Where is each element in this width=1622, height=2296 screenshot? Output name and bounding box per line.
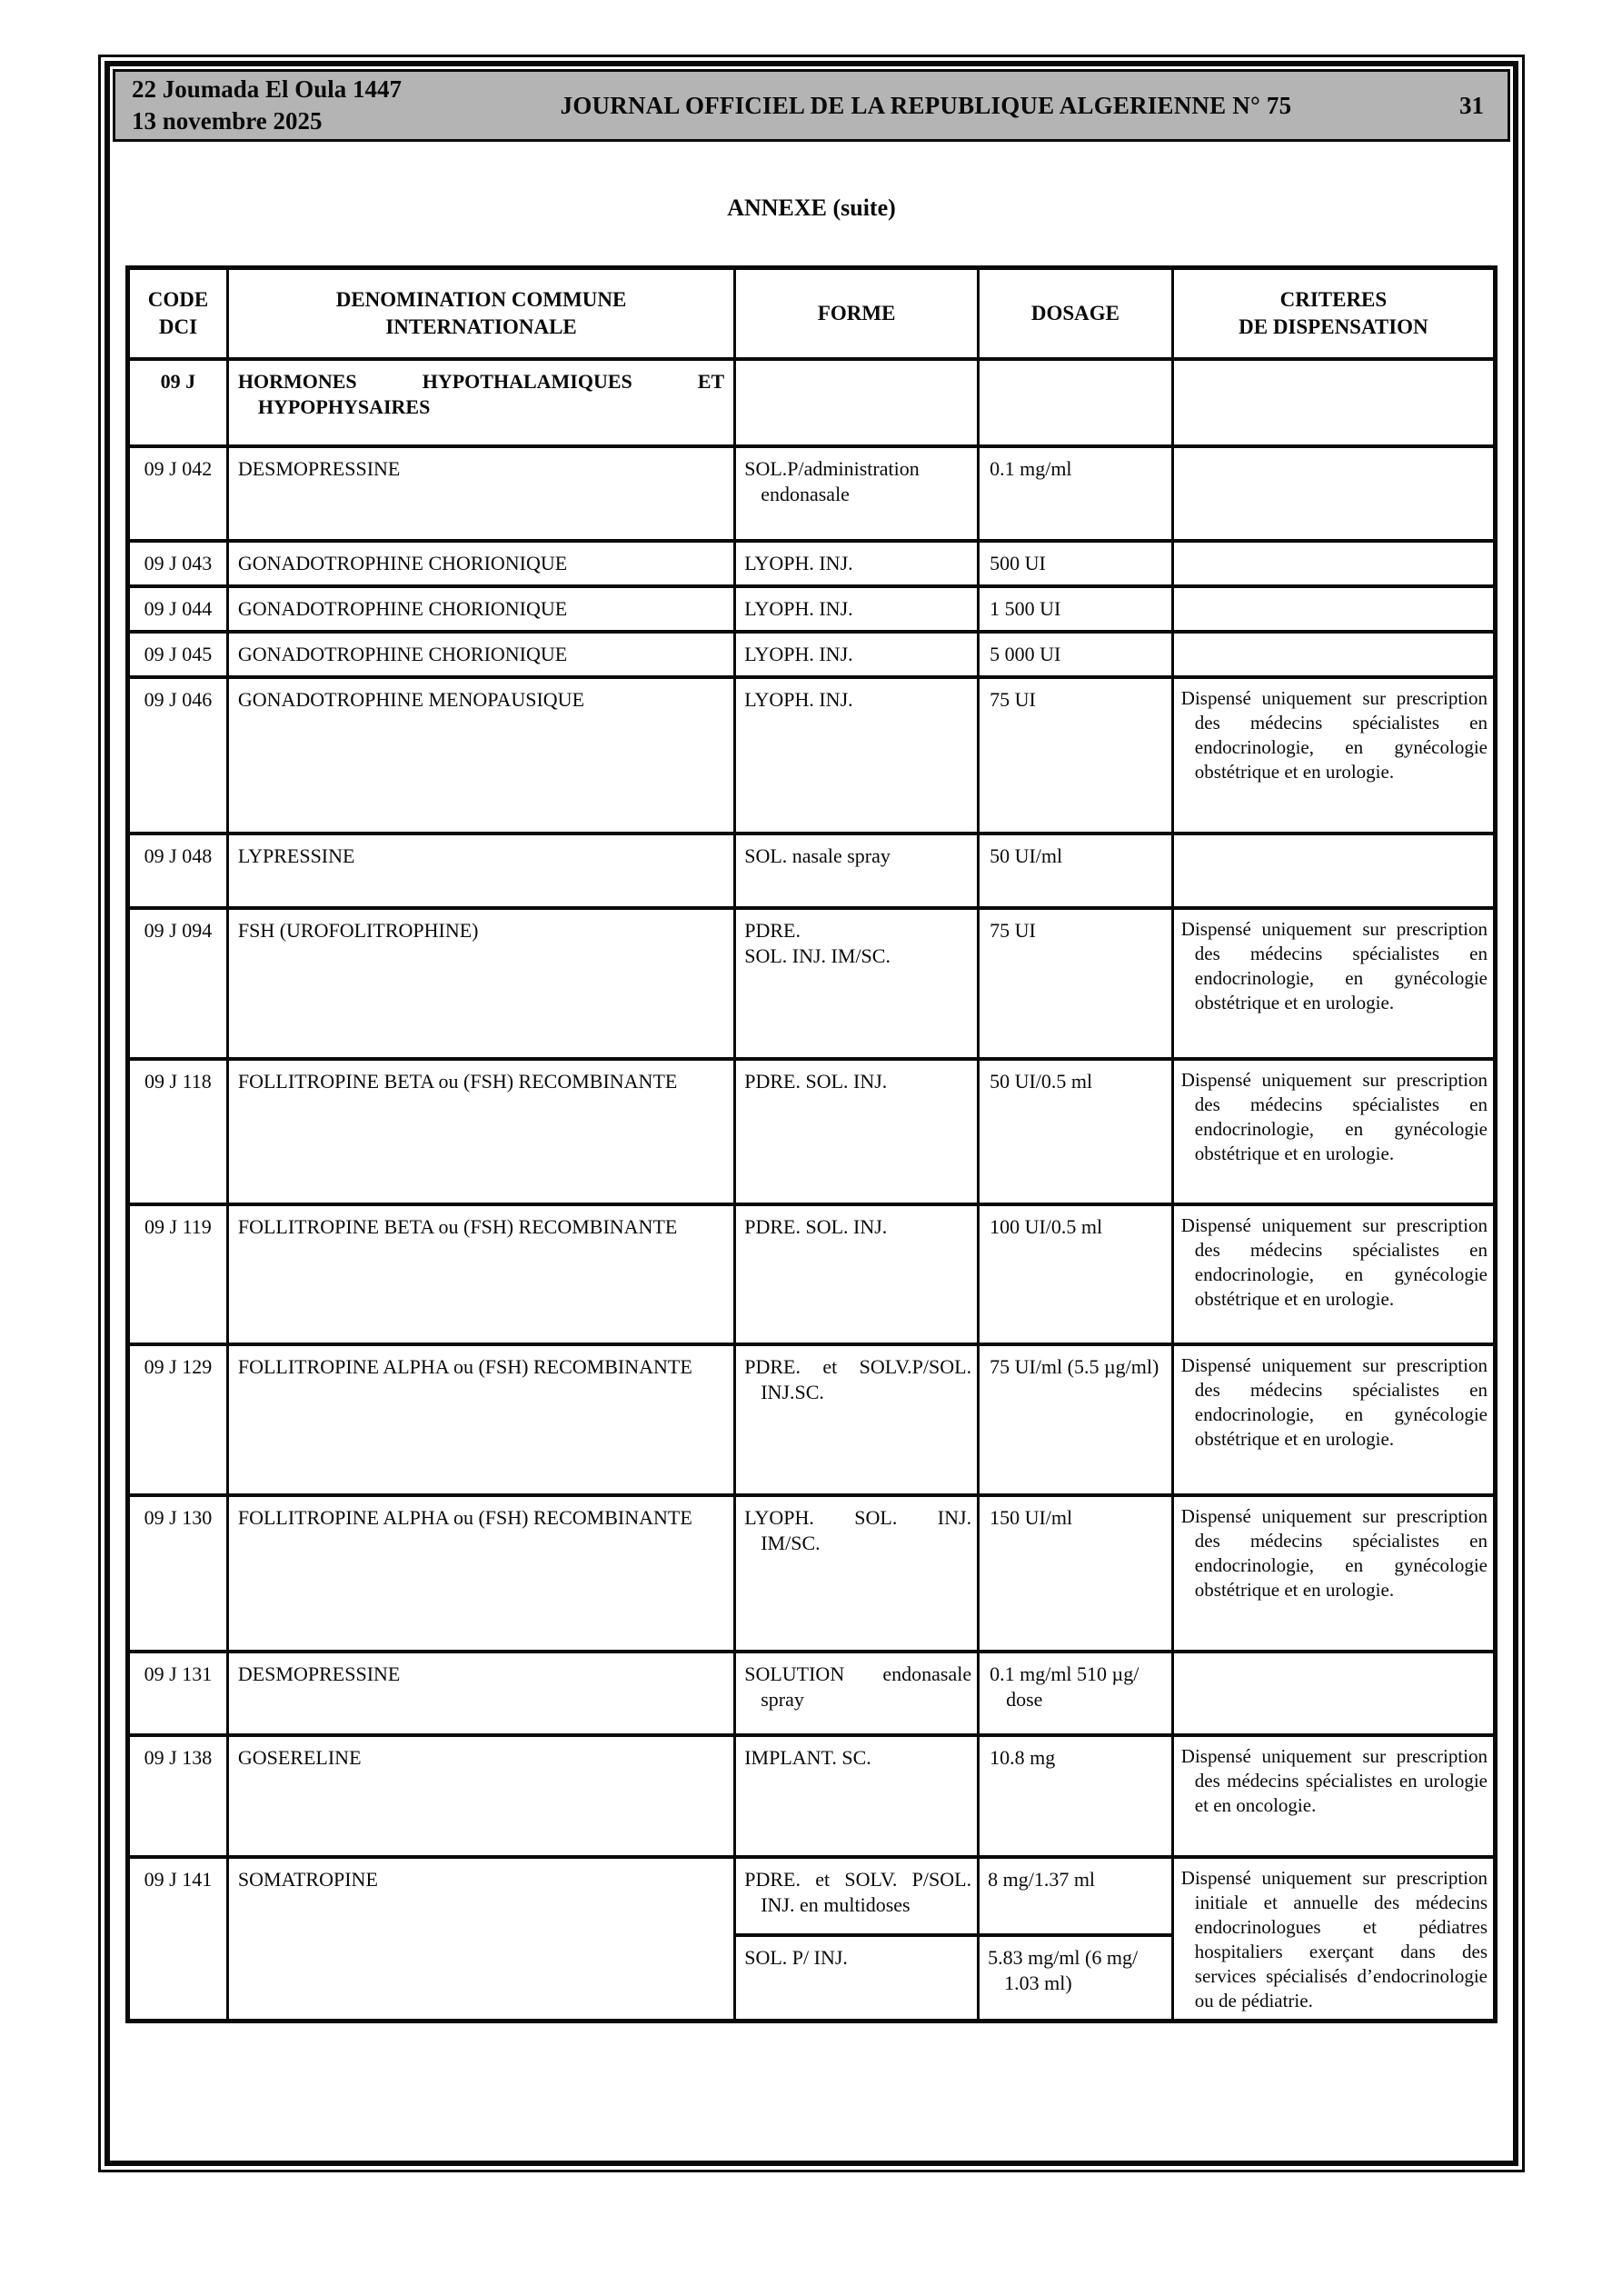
row-code: 09 J 129: [128, 1344, 228, 1495]
row-dci: [227, 677, 734, 834]
cell-line: 8 mg/1.37 ml: [988, 1867, 1096, 1891]
table-row: [128, 834, 1496, 908]
row-dci: [227, 908, 734, 1059]
col-header-dosage: [979, 268, 1173, 359]
table-row: [128, 541, 1496, 586]
cell-line: PDRE. SOL. INJ.: [744, 1214, 888, 1238]
page-frame: [98, 55, 1525, 2172]
row-code: 09 J 118: [128, 1059, 228, 1204]
col-header-forme: [735, 268, 979, 359]
forme-sub-cell: [736, 1937, 977, 1971]
table-row: [128, 1735, 1496, 1857]
row-criteres: [1172, 908, 1495, 1059]
col-header-line: DE DISPENSATION: [1239, 314, 1428, 338]
row-dci-text: GONADOTROPHINE CHORIONIQUE: [237, 596, 568, 620]
cell-line: SOL. INJ. IM/SC.: [744, 943, 891, 967]
cell-line: PDRE. et SOLV.P/SOL.: [744, 1354, 972, 1378]
cell-line: 5.83 mg/ml (6 mg/: [988, 1945, 1139, 1969]
cell-line: INJ. en multidoses: [761, 1892, 911, 1916]
row-forme: [735, 834, 979, 908]
col-header-denomination: [227, 268, 734, 359]
col-header-line: CODE: [147, 287, 209, 311]
col-header-code-dci: [128, 268, 228, 359]
col-header-line: FORME: [817, 301, 896, 324]
row-forme: [735, 586, 979, 632]
row-code: 09 J 046: [128, 677, 228, 834]
cell-line: IM/SC.: [761, 1531, 821, 1554]
row-code: 09 J 141: [128, 1857, 228, 2021]
table-row: [128, 1344, 1496, 1495]
cell-line: 500 UI: [990, 551, 1046, 574]
cell-line: 150 UI/ml: [990, 1505, 1073, 1529]
row-criteres: [1172, 359, 1495, 446]
row-code: 09 J 130: [128, 1495, 228, 1652]
row-forme: [735, 1059, 979, 1204]
row-dci-text: FSH (UROFOLITROPHINE): [237, 918, 479, 942]
row-dci-text: FOLLITROPINE ALPHA ou (FSH) RECOMBINANTE: [237, 1505, 692, 1529]
row-dosage: [979, 677, 1173, 834]
dosage-sub-cell: [980, 1859, 1171, 1937]
cell-line: SOL. P/ INJ.: [744, 1945, 848, 1969]
row-code: 09 J 044: [128, 586, 228, 632]
row-forme: [735, 677, 979, 834]
table-row: [128, 1204, 1496, 1344]
row-dosage: [979, 359, 1173, 446]
cell-line: 5 000 UI: [990, 642, 1061, 665]
row-dosage: [979, 908, 1173, 1059]
criteres-text: Dispensé uniquement sur prescription des médecins spécialistes en endocrinologie, en gynécologie obstétrique et en urologie.: [1180, 1504, 1488, 1601]
table-row: [128, 632, 1496, 677]
annexe-table-head: [128, 268, 1496, 359]
row-dci: [227, 1652, 734, 1735]
table-row: [128, 1652, 1496, 1735]
page-frame-inner: [104, 61, 1518, 2166]
cell-line: SOL. nasale spray: [744, 844, 891, 867]
annexe-table-body: [128, 359, 1496, 2021]
criteres-text: Dispensé uniquement sur prescription des médecins spécialistes en endocrinologie, en gynécologie obstétrique et en urologie.: [1180, 1068, 1488, 1164]
row-forme: [735, 1735, 979, 1857]
row-criteres: [1172, 1344, 1495, 1495]
row-dci: [227, 834, 734, 908]
row-criteres: [1172, 1059, 1495, 1204]
page-number: 31: [1459, 91, 1484, 119]
cell-line: SOLUTION endonasale: [744, 1662, 972, 1685]
cell-line: dose: [1006, 1687, 1043, 1711]
criteres-text: Dispensé uniquement sur prescription des médecins spécialistes en endocrinologie, en gynécologie obstétrique et en urologie.: [1180, 1353, 1488, 1450]
row-dosage: [979, 541, 1173, 586]
col-header-line: DOSAGE: [1030, 301, 1120, 324]
masthead-band: [113, 69, 1510, 142]
row-forme: [735, 541, 979, 586]
row-forme: [735, 1204, 979, 1344]
cell-line: LYOPH. INJ.: [744, 642, 853, 665]
row-dci: [227, 1204, 734, 1344]
row-criteres: [1172, 541, 1495, 586]
row-dci-text: LYPRESSINE: [237, 844, 355, 867]
row-dci: [227, 1059, 734, 1204]
col-header-line: DENOMINATION COMMUNE: [335, 287, 627, 311]
row-criteres: [1172, 1495, 1495, 1652]
row-dosage: [979, 1495, 1173, 1652]
criteres-text: Dispensé uniquement sur prescription initiale et annuelle des médecins endocrinologues et pédiatres hospitaliers exerçant dans des services spécialisés d’endocrinologie ou de pédiatrie.: [1180, 1866, 1488, 2011]
cell-line: LYOPH. INJ.: [744, 596, 853, 620]
cell-line: LYOPH. INJ.: [744, 687, 853, 711]
row-code: 09 J 045: [128, 632, 228, 677]
cell-line: 1 500 UI: [990, 596, 1061, 620]
row-criteres: [1172, 834, 1495, 908]
row-code: 09 J 119: [128, 1204, 228, 1344]
col-header-line: DCI: [158, 314, 198, 338]
annexe-table: [125, 265, 1498, 2023]
row-criteres: [1172, 586, 1495, 632]
cell-line: 75 UI: [990, 918, 1036, 942]
row-dosage: [979, 1344, 1173, 1495]
row-dosage: [979, 1857, 1173, 2021]
row-criteres: [1172, 1857, 1495, 2021]
cell-line: 1.03 ml): [1004, 1971, 1072, 1994]
cell-line: PDRE.: [744, 918, 801, 942]
cell-line: 75 UI: [990, 687, 1036, 711]
cell-line: endonasale: [761, 482, 850, 505]
col-header-criteres: [1172, 268, 1495, 359]
row-dci-text: GONADOTROPHINE CHORIONIQUE: [237, 642, 568, 665]
row-dci-text: GOSERELINE: [237, 1745, 362, 1769]
journal-title: JOURNAL OFFICIEL DE LA REPUBLIQUE ALGERIENNE N° 75: [560, 91, 1292, 119]
table-row: [128, 359, 1496, 446]
row-dci-text: FOLLITROPINE BETA ou (FSH) RECOMBINANTE: [237, 1069, 678, 1093]
criteres-text: Dispensé uniquement sur prescription des médecins spécialistes en endocrinologie, en gynécologie obstétrique et en urologie.: [1180, 686, 1488, 783]
dosage-sub-cell: [980, 1937, 1171, 1996]
cell-line: 75 UI/ml (5.5 µg/ml): [990, 1354, 1159, 1378]
row-dosage: [979, 1059, 1173, 1204]
row-dci: [227, 541, 734, 586]
cell-line: 50 UI/0.5 ml: [990, 1069, 1093, 1093]
table-row: [128, 446, 1496, 541]
row-forme: [735, 1495, 979, 1652]
row-dci: [227, 1735, 734, 1857]
col-header-line: INTERNATIONALE: [385, 314, 577, 338]
criteres-text: Dispensé uniquement sur prescription des médecins spécialistes en endocrinologie, en gynécologie obstétrique et en urologie.: [1180, 1213, 1488, 1310]
row-dci: [227, 1495, 734, 1652]
cell-line: 50 UI/ml: [990, 844, 1063, 867]
row-forme: [735, 359, 979, 446]
cell-line: 0.1 mg/ml: [990, 456, 1072, 480]
row-dosage: [979, 632, 1173, 677]
row-dci: [227, 632, 734, 677]
table-row: [128, 677, 1496, 834]
cell-line: SOL.P/administration: [744, 456, 920, 480]
row-code: 09 J 131: [128, 1652, 228, 1735]
row-code: 09 J: [128, 359, 228, 446]
cell-line: 100 UI/0.5 ml: [990, 1214, 1103, 1238]
cell-line: LYOPH. INJ.: [744, 551, 853, 574]
header-row: [128, 268, 1496, 359]
row-criteres: [1172, 1204, 1495, 1344]
row-dosage: [979, 1735, 1173, 1857]
row-dci-text: GONADOTROPHINE MENOPAUSIQUE: [237, 687, 585, 711]
row-forme: [735, 1652, 979, 1735]
cell-line: PDRE. SOL. INJ.: [744, 1069, 888, 1093]
row-criteres: [1172, 1735, 1495, 1857]
row-dci-text: FOLLITROPINE ALPHA ou (FSH) RECOMBINANTE: [237, 1354, 692, 1378]
table-row: [128, 586, 1496, 632]
row-dosage: [979, 1652, 1173, 1735]
row-dci: [227, 586, 734, 632]
row-forme: [735, 1857, 979, 2021]
cell-line: 0.1 mg/ml 510 µg/: [990, 1662, 1139, 1685]
row-dci-text: HORMONES HYPOTHALAMIQUES ET HYPOPHYSAIRES: [237, 369, 725, 418]
row-dci: [227, 1857, 734, 2021]
row-dci-text: DESMOPRESSINE: [237, 456, 401, 480]
date-hijri: 22 Joumada El Oula 1447: [132, 75, 403, 103]
row-forme: [735, 1344, 979, 1495]
row-forme: [735, 632, 979, 677]
date-gregorian: 13 novembre 2025: [132, 107, 323, 135]
row-code: 09 J 042: [128, 446, 228, 541]
row-dci-text: FOLLITROPINE BETA ou (FSH) RECOMBINANTE: [237, 1214, 678, 1238]
row-dosage: [979, 1204, 1173, 1344]
masthead-dates: [132, 74, 432, 137]
row-code: 09 J 048: [128, 834, 228, 908]
annexe-title: ANNEXE (suite): [727, 195, 896, 221]
cell-line: PDRE. et SOLV. P/SOL.: [744, 1867, 972, 1891]
row-forme: [735, 908, 979, 1059]
row-dosage: [979, 834, 1173, 908]
table-row: [128, 1857, 1496, 2021]
row-dci: [227, 446, 734, 541]
row-dci: [227, 359, 734, 446]
row-dci-text: GONADOTROPHINE CHORIONIQUE: [237, 551, 568, 574]
row-dci: [227, 1344, 734, 1495]
cell-line: IMPLANT. SC.: [744, 1745, 871, 1769]
row-code: 09 J 043: [128, 541, 228, 586]
row-forme: [735, 446, 979, 541]
row-criteres: [1172, 446, 1495, 541]
row-criteres: [1172, 632, 1495, 677]
row-dci-text: SOMATROPINE: [237, 1867, 378, 1891]
criteres-text: Dispensé uniquement sur prescription des médecins spécialistes en urologie et en oncologie.: [1180, 1744, 1488, 1816]
cell-line: spray: [761, 1687, 804, 1711]
row-dosage: [979, 586, 1173, 632]
row-criteres: [1172, 677, 1495, 834]
row-dosage: [979, 446, 1173, 541]
table-row: [128, 908, 1496, 1059]
row-code: 09 J 094: [128, 908, 228, 1059]
col-header-line: CRITERES: [1279, 287, 1388, 311]
cell-line: 10.8 mg: [990, 1745, 1056, 1769]
table-row: [128, 1495, 1496, 1652]
cell-line: LYOPH. SOL. INJ.: [744, 1505, 972, 1529]
row-dci-text: DESMOPRESSINE: [237, 1662, 401, 1685]
table-row: [128, 1059, 1496, 1204]
row-criteres: [1172, 1652, 1495, 1735]
cell-line: INJ.SC.: [761, 1380, 824, 1403]
criteres-text: Dispensé uniquement sur prescription des médecins spécialistes en endocrinologie, en gynécologie obstétrique et en urologie.: [1180, 917, 1488, 1013]
row-code: 09 J 138: [128, 1735, 228, 1857]
forme-sub-cell: [736, 1859, 977, 1937]
